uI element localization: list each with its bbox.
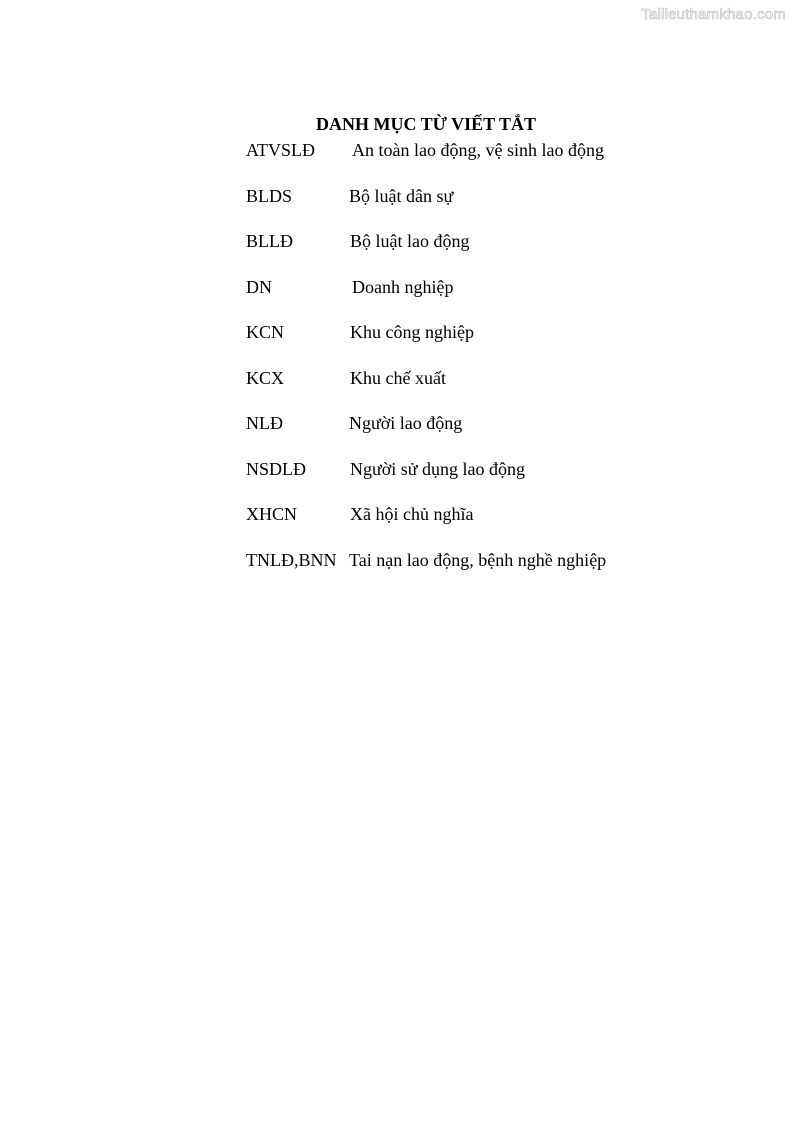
- abbreviation-term: ATVSLĐ: [246, 140, 316, 160]
- abbreviation-definition: Người sử dụng lao động: [350, 458, 526, 479]
- abbreviation-definition: An toàn lao động, vệ sinh lao động: [352, 140, 604, 160]
- abbreviation-list: [246, 139, 606, 594]
- watermark: Tailieuthamkhao.com: [641, 6, 786, 23]
- abbreviation-row: [246, 276, 606, 322]
- abbreviation-term: DN: [246, 276, 272, 297]
- abbreviation-term: TNLĐ,BNN: [246, 549, 337, 570]
- abbreviation-definition: Người lao động: [349, 413, 463, 433]
- abbreviation-term: NLĐ: [246, 413, 283, 433]
- abbreviation-term: KCX: [246, 367, 285, 388]
- abbreviation-term: BLDS: [246, 185, 293, 206]
- abbreviation-row: [246, 458, 606, 504]
- abbreviation-row: [246, 367, 606, 413]
- abbreviation-term: NSDLĐ: [246, 458, 307, 479]
- page-title: DANH MỤC TỪ VIẾT TẮT: [315, 114, 537, 134]
- abbreviation-definition: Khu chế xuất: [350, 367, 446, 388]
- abbreviation-definition: Xã hội chủ nghĩa: [350, 504, 474, 524]
- abbreviation-definition: Khu công nghiệp: [350, 322, 474, 342]
- abbreviation-definition: Bộ luật lao động: [350, 231, 470, 251]
- abbreviation-row: [246, 185, 606, 231]
- abbreviation-row: [246, 230, 606, 276]
- abbreviation-term: BLLĐ: [246, 231, 293, 251]
- abbreviation-row: [246, 412, 606, 458]
- abbreviation-row: [246, 503, 606, 549]
- abbreviation-row: [246, 321, 606, 367]
- abbreviation-definition: Bộ luật dân sự: [349, 185, 454, 206]
- abbreviation-definition: Tai nạn lao động, bệnh nghề nghiệp: [349, 549, 607, 570]
- abbreviation-term: KCN: [246, 322, 285, 342]
- abbreviation-row: [246, 139, 606, 185]
- abbreviation-term: XHCN: [246, 504, 298, 524]
- abbreviation-definition: Doanh nghiệp: [352, 276, 454, 297]
- abbreviation-row: [246, 549, 606, 595]
